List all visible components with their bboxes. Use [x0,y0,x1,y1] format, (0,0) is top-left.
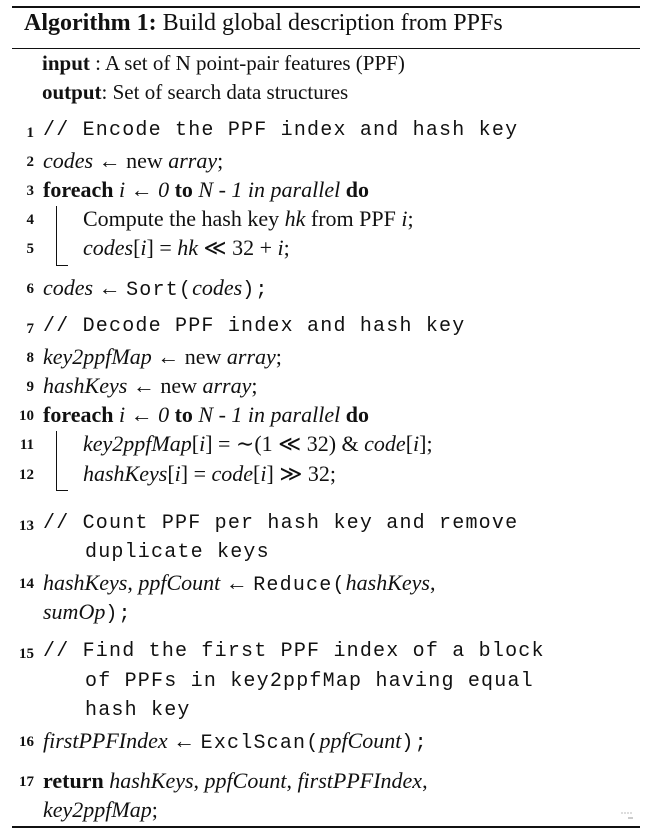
comment-continuation: hash key [85,699,191,722]
variable: hashKeys [43,570,128,595]
variable: codes [43,275,94,300]
variable: i [174,461,181,486]
loop-bar [56,431,57,491]
keyword: to [174,177,193,202]
line-number: 14 [19,576,34,592]
line-number: 8 [26,350,34,366]
text: Compute the hash key [83,206,285,231]
variable: i [140,235,147,260]
type: array [202,373,252,398]
variable: i [260,461,267,486]
variable: key2ppfMap [43,797,152,822]
line-number: 12 [19,467,34,483]
punct: ; [283,235,290,260]
statement [83,235,290,261]
variable: key2ppfMap [83,431,192,456]
comment: // Encode the PPF index and hash key [43,119,519,142]
modifier: in parallel [247,177,341,202]
variable: i [277,235,284,260]
punct: , [127,570,139,595]
modifier: in parallel [247,402,341,427]
input-keyword: input [42,51,90,75]
operator: ] = [180,461,212,486]
punct: ); [242,279,269,302]
statement [43,402,369,428]
loop-bar-foot [56,490,68,491]
keyword: to [174,402,193,427]
bottom-rule [12,826,640,828]
punct: [ [405,431,414,456]
punct: ( [178,279,193,302]
expr: N - 1 [192,402,248,427]
punct: , [429,570,436,595]
loop-bar [56,206,57,266]
line-number: 15 [19,646,34,662]
punct: , [286,768,298,793]
type: array [226,344,276,369]
operator: ← [93,275,127,300]
line-number: 16 [19,734,34,750]
comment: // Count PPF per hash key and remove [43,512,519,535]
variable: codes [43,148,94,173]
operator: ← new [93,148,169,173]
top-rule [12,6,640,8]
line-number: 2 [26,154,34,170]
variable: code [211,461,254,486]
variable: sumOp [43,599,106,624]
punct: [ [167,461,175,486]
punct: ; [407,206,414,231]
input-line [42,51,405,76]
keyword: foreach [43,402,114,427]
variable: firstPPFIndex [43,728,168,753]
operator: ] ≫ 32; [266,461,336,486]
keyword: do [340,177,369,202]
punct: [ [133,235,141,260]
punct: ( [332,574,346,597]
variable: key2ppfMap [43,344,152,369]
statement [43,373,258,399]
punct: [ [191,431,200,456]
comment: // Decode PPF index and hash key [43,315,466,338]
operator: ← [167,728,201,753]
type: array [168,148,218,173]
line-number: 10 [19,408,34,424]
operator: ← new [151,344,227,369]
line-number: 9 [26,379,34,395]
corner-mark-icon [620,810,634,820]
algorithm-title [24,10,503,37]
expr: i ← 0 [113,177,175,202]
line-number: 1 [26,125,34,141]
statement [43,275,269,302]
punct: ; [275,344,282,369]
keyword: do [340,402,369,427]
statement-continuation [43,797,158,823]
line-number: 5 [26,241,34,257]
variable: hashKeys [83,461,168,486]
variable: ppfCount [204,768,287,793]
output-text: : Set of search data structures [101,80,349,104]
statement [83,431,433,457]
statement [83,461,336,487]
line-number: 17 [19,774,34,790]
punct: ]; [419,431,433,456]
statement [43,148,223,174]
line-number: 13 [19,518,34,534]
variable: codes [83,235,134,260]
variable: i [199,431,206,456]
statement [83,206,414,232]
operator: ← new [127,373,203,398]
function: ExclScan [200,732,307,755]
variable: firstPPFIndex [297,768,423,793]
statement [43,570,435,597]
statement [43,768,428,794]
punct: ); [105,603,132,626]
line-number: 11 [19,437,34,453]
variable: hk [284,206,306,231]
comment-continuation: of PPFs in key2ppfMap having equal [85,670,534,693]
operator: ← [220,570,254,595]
punct: [ [253,461,261,486]
line-number: 3 [26,183,34,199]
title-rule [12,48,640,49]
variable: hashKeys [43,373,128,398]
punct: ; [151,797,158,822]
statement [43,728,428,755]
algorithm-label: Algorithm 1: [24,10,157,36]
operator: ≪ 32 + [198,235,278,260]
keyword: return [43,768,104,793]
expr: N - 1 [192,177,248,202]
line-number: 7 [26,321,34,337]
function: Sort [126,279,179,302]
text: from PPF [305,206,402,231]
variable: i [413,431,420,456]
variable: ppfCount [319,728,402,753]
keyword: foreach [43,177,114,202]
comment-continuation: duplicate keys [85,541,270,564]
variable: codes [192,275,243,300]
statement [43,344,282,370]
punct: ( [306,732,320,755]
line-number: 4 [26,212,34,228]
punct: ); [401,732,428,755]
algorithm-title-text: Build global description from PPFs [162,10,503,36]
punct: , [193,768,205,793]
statement [43,177,369,203]
punct: ; [217,148,224,173]
input-text: : A set of N point-pair features (PPF) [89,51,405,75]
algorithm-box [12,6,640,828]
variable: hk [177,235,199,260]
expr: i ← 0 [113,402,175,427]
output-keyword: output [42,80,102,104]
variable: hashKeys [345,570,430,595]
statement-continuation [43,599,132,626]
function: Reduce [253,574,333,597]
variable: i [401,206,408,231]
punct: ; [251,373,258,398]
punct: , [422,768,428,793]
variable: hashKeys [109,768,194,793]
line-number: 6 [26,281,34,297]
punct: ] = [146,235,178,260]
comment: // Find the first PPF index of a block [43,640,545,663]
operator: ] = ∼(1 ≪ 32) & [205,431,365,456]
variable: code [364,431,406,456]
variable: ppfCount [138,570,221,595]
loop-bar-foot [56,265,68,266]
output-line [42,80,348,105]
